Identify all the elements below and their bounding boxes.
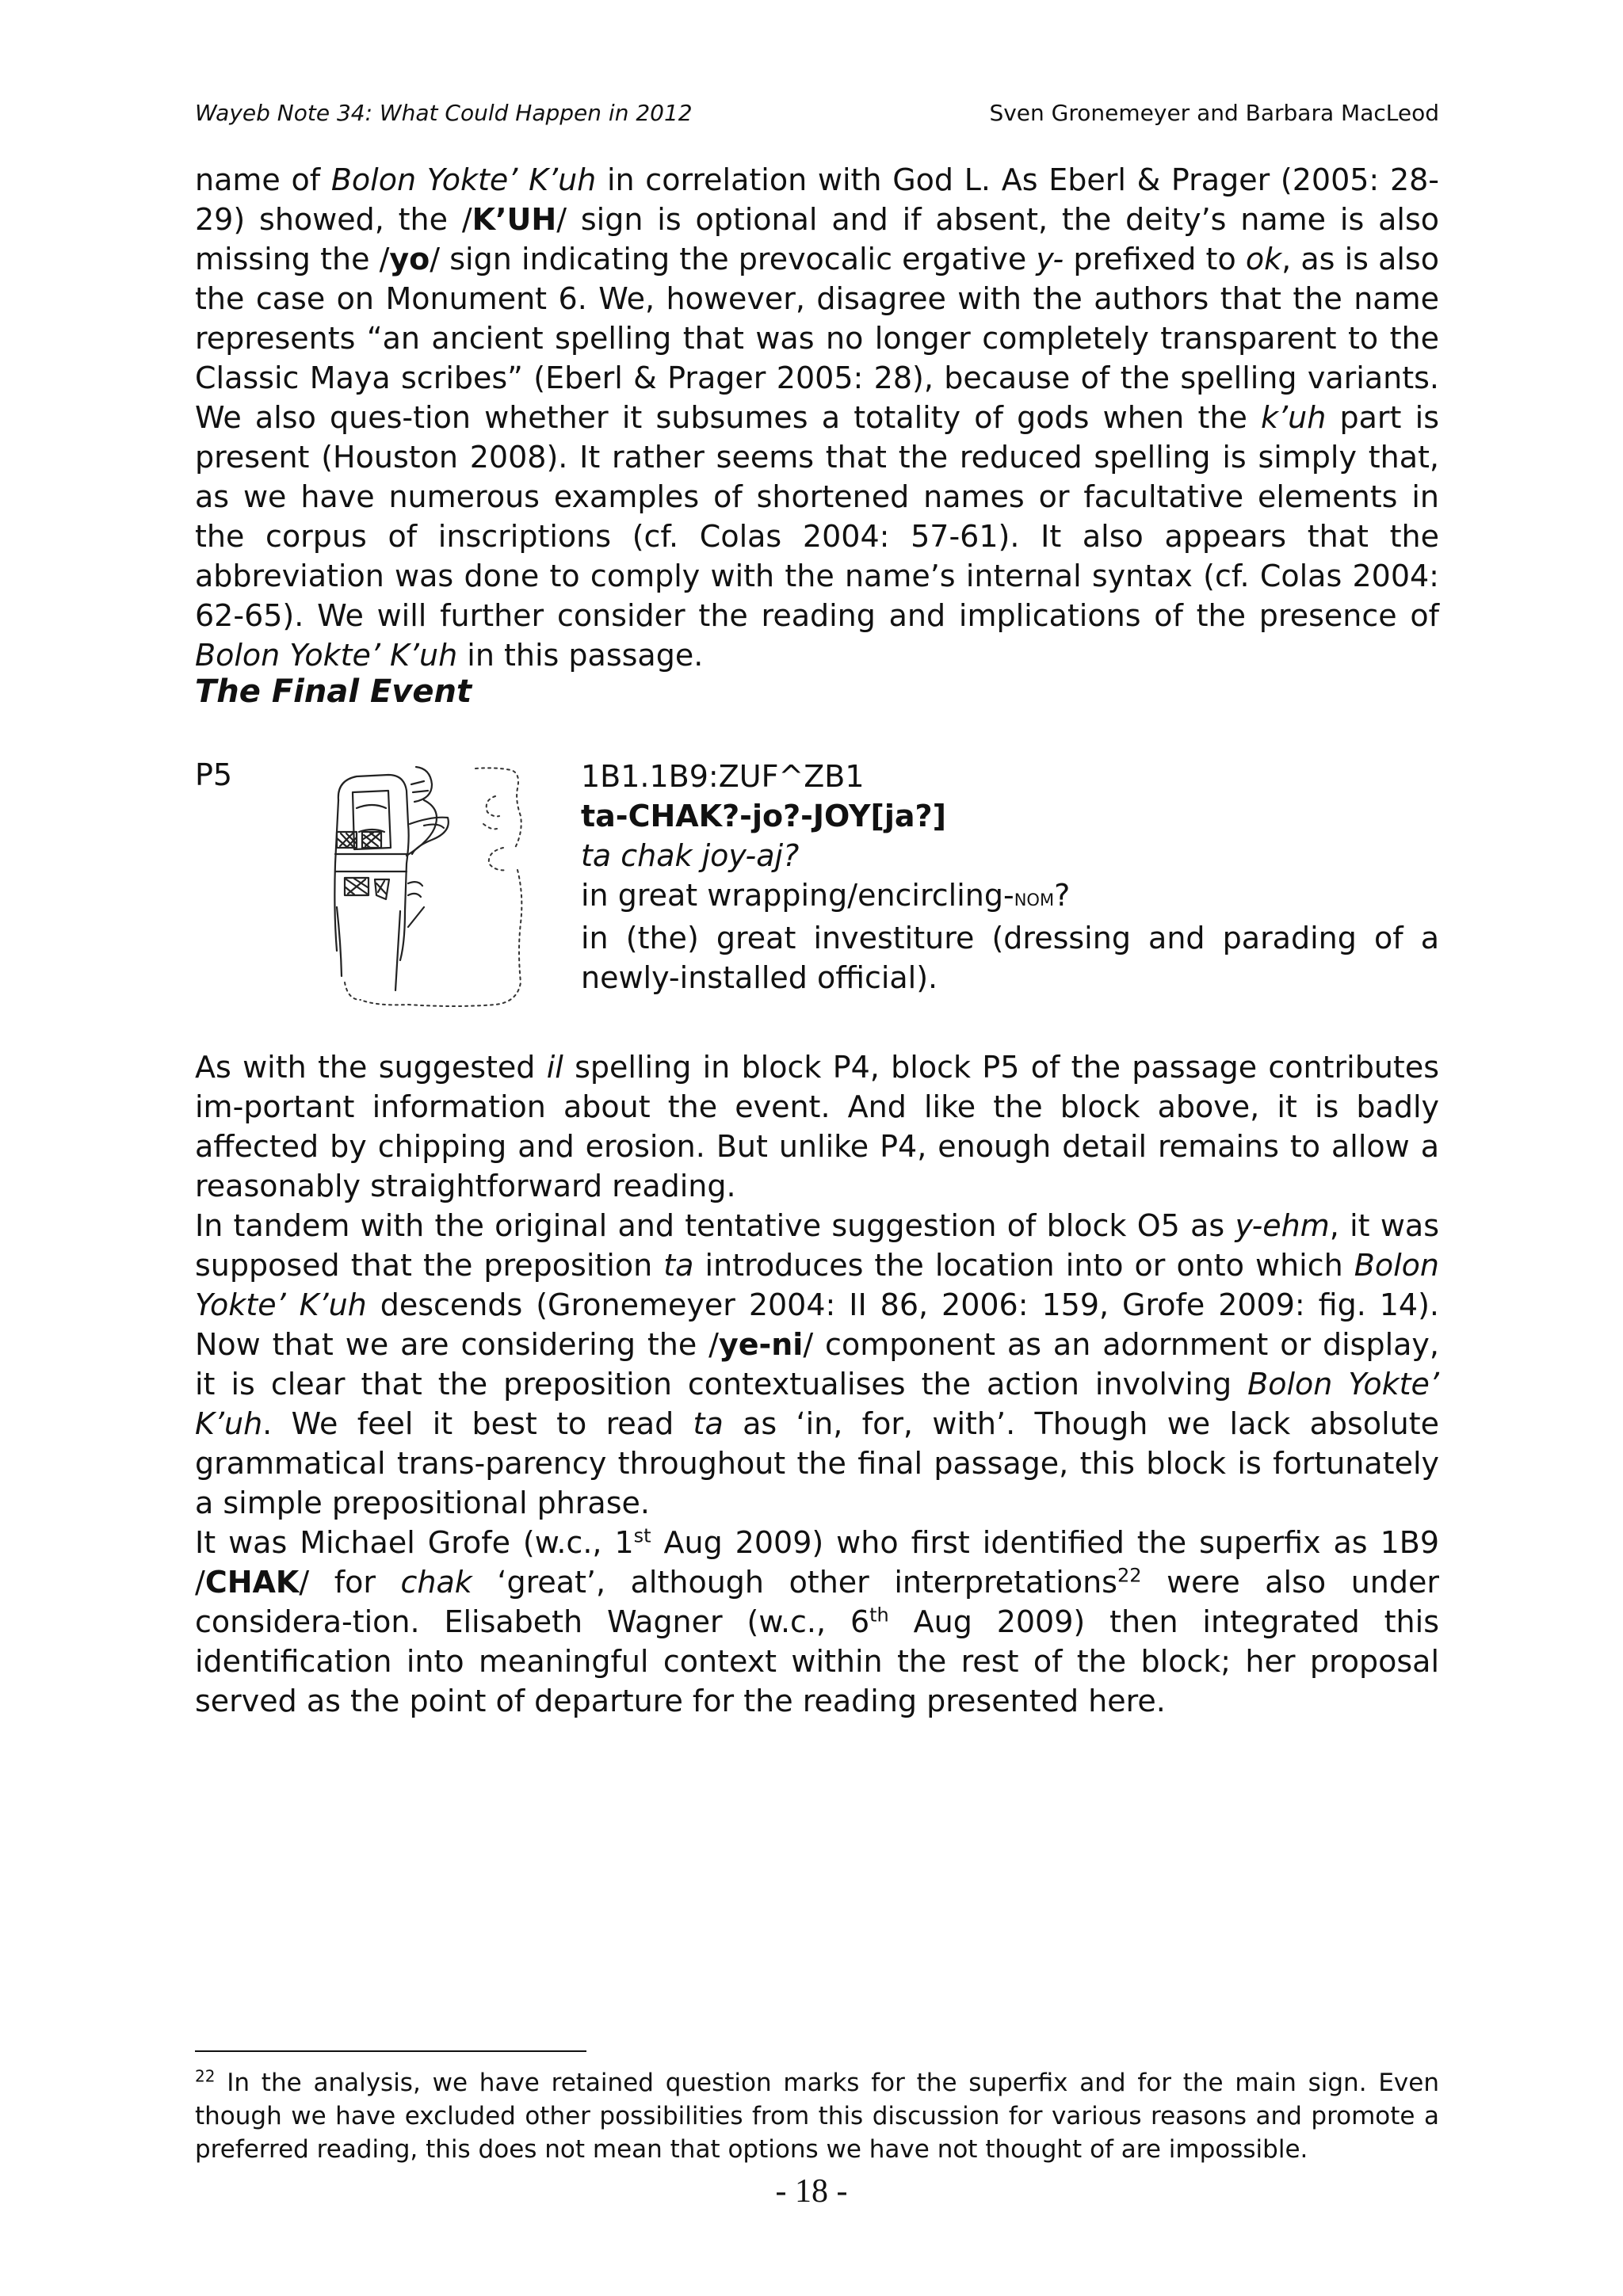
paragraph-2b: In tandem with the original and tentative suggestion of block O5 as y-ehm, it was supposed that the preposition ta introduces the location into or onto which Bolon Yokte’ K’uh descends (Gronemeyer 2004: II 86, 2006: 159, Grofe 2009: fig. 14). Now that we are considering the /ye-ni/ component as an adornment or display, it is clear that the preposition contextualises the action involving Bolon Yokte’ K’uh. We feel it best to read ta as ‘in, for, with’. Though we lack absolute grammatical trans-parency throughout the final passage, this block is fortunately a simple prepositional phrase. [195,1208,1440,1520]
block-gloss [581,757,1439,997]
gloss-transcription: ta chak joy-aj? [581,838,800,873]
paragraph-2a: As with the suggested il spelling in block P4, block P5 of the passage contributes im-portant information about the event. And like the block above, it is badly affected by chipping and erosion. But unlike P4, enough detail remains to allow a reasonably straightforward reading. [195,1050,1439,1203]
header-title: Wayeb Note 34: What Could Happen in 2012 [195,100,693,126]
page-number: - 18 - [775,2173,848,2210]
gloss-translation: in (the) great investiture (dressing and parading of a [581,921,1439,955]
gloss-transliteration: ta-CHAK?-jo?-JOY[ja?] [581,799,946,833]
running-header [195,95,1439,130]
header-authors: Sven Gronemeyer and Barbara MacLeod [989,100,1439,126]
footnote-ref[interactable]: 22 [1117,1564,1142,1587]
gloss-translation-cont: newly-installed official). [581,960,938,995]
gloss-transliteration-code: 1B1.1B9:ZUF^ZB1 [581,759,865,794]
glyph-drawing [313,753,551,1014]
section-heading: The Final Event [195,673,472,710]
paragraph-1: name of Bolon Yokte’ K’uh in correlation with God L. As Eberl & Prager (2005: 28-29) showed, the /K’UH/ sign is optional and if absent, the deity’s name is also missing the /yo/ sign indicating the prevocalic ergative y- prefixed to ok, as is also the case on Monument 6. We, however, disagree with the authors that the name represents “an ancient spelling that was no longer completely transparent to the Classic Maya scribes” (Eberl & Prager 2005: 28), because of the spelling variants. We also ques-tion whether it subsumes a totality of gods when the k’uh part is present (Houston 2008). It rather seems that the reduced spelling is simply that, as we have numerous examples of shortened names or facultative elements in the corpus of inscriptions (cf. Colas 2004: 57-61). It also appears that the abbreviation was done to comply with the name’s internal syntax (cf. Colas 2004: 62-65). We will further consider the reading and implications of the presence of Bolon Yokte’ K’uh in this passage. [195,162,1440,673]
footnote [195,2066,1439,2166]
gloss-morphological: in great wrapping/encircling-nom? [581,878,1071,913]
footnote-number: 22 [195,2066,216,2086]
footnote-text: In the analysis, we have retained question marks for the superfix and for the main sign. Even though we have excluded other possibilities from this discussion for various reasons and promote a preferred reading, this does not mean that options we have not thought of are impossible. [195,2069,1439,2164]
paragraph-2c: It was Michael Grofe (w.c., 1st Aug 2009) who first identified the superfix as 1B9 /CHAK/ for chak ‘great’, although other interpretations$^{22}$ were also under considera-tion. Elisabeth Wagner (w.c., 6th Aug 2009) then integrated this identification into meaningful context within the rest of the block; her proposal served as the point of departure for the reading presented here. [195,1524,1439,1718]
block-label: P5 [195,757,233,792]
footnote-rule [195,2050,586,2052]
paragraph-2 [195,1047,1439,1721]
